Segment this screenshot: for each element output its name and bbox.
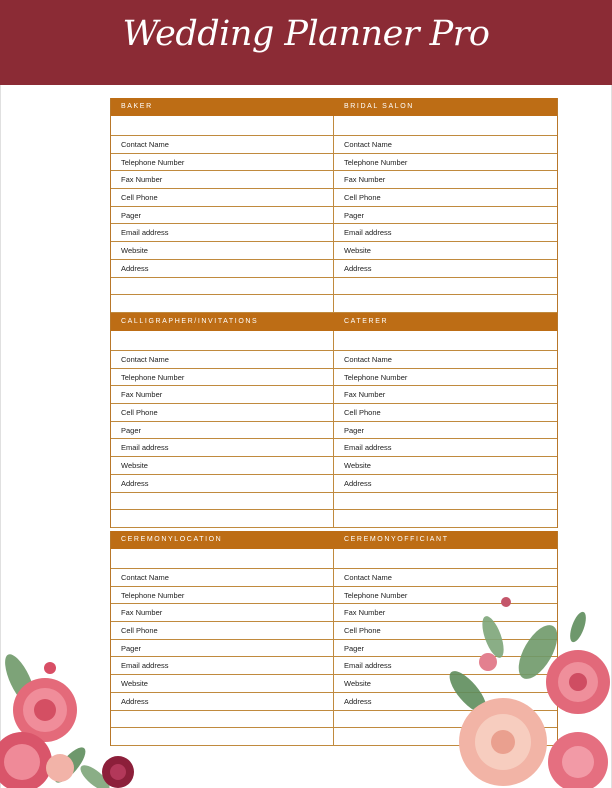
- field-label[interactable]: Cell Phone: [344, 625, 381, 635]
- field-row: [111, 260, 557, 278]
- field-label[interactable]: Telephone Number: [111, 587, 334, 604]
- field-row: [111, 386, 557, 404]
- name-field-right[interactable]: [334, 331, 557, 350]
- blank-row: [111, 549, 557, 569]
- field-label[interactable]: Address: [111, 260, 334, 277]
- section-title-right: CEREMONYOFFICIANT: [344, 536, 449, 543]
- field-label[interactable]: Contact Name: [344, 354, 392, 364]
- floral-decoration-right-icon: [428, 592, 612, 788]
- field-row: [111, 475, 557, 493]
- notes-field-right[interactable]: [334, 295, 557, 312]
- section-title-left: BAKER: [121, 103, 153, 110]
- field-row: [111, 351, 557, 369]
- floral-decoration-left-icon: [0, 640, 160, 788]
- field-label[interactable]: Pager: [111, 640, 334, 657]
- field-label[interactable]: Fax Number: [344, 175, 386, 185]
- field-label[interactable]: Telephone Number: [344, 590, 408, 600]
- field-label[interactable]: Address: [344, 696, 372, 706]
- name-field-right[interactable]: [334, 116, 557, 135]
- field-label[interactable]: Cell Phone: [344, 192, 381, 202]
- field-label[interactable]: Cell Phone: [111, 622, 334, 639]
- field-label[interactable]: Cell Phone: [111, 189, 334, 206]
- field-label[interactable]: Contact Name: [344, 139, 392, 149]
- field-label[interactable]: Email address: [111, 657, 334, 674]
- notes-field-right[interactable]: [334, 510, 557, 527]
- field-row: [111, 439, 557, 457]
- section-title-left: CEREMONYLOCATION: [121, 536, 223, 543]
- field-label[interactable]: Email address: [111, 439, 334, 456]
- field-label[interactable]: Address: [344, 478, 372, 488]
- field-label[interactable]: Address: [111, 693, 334, 710]
- field-label[interactable]: Fax Number: [344, 390, 386, 400]
- field-label[interactable]: Telephone Number: [344, 372, 408, 382]
- field-label[interactable]: Email address: [111, 224, 334, 241]
- header-banner: [0, 0, 612, 85]
- field-label[interactable]: Telephone Number: [111, 154, 334, 171]
- name-field-left[interactable]: [111, 549, 334, 568]
- field-label[interactable]: Fax Number: [111, 171, 334, 188]
- field-row: [111, 189, 557, 207]
- field-row: [111, 224, 557, 242]
- field-label[interactable]: Address: [344, 263, 372, 273]
- field-label[interactable]: Pager: [111, 422, 334, 439]
- section-title-right: BRIDAL SALON: [344, 103, 414, 110]
- field-row: [111, 242, 557, 260]
- field-label[interactable]: Pager: [344, 425, 365, 435]
- name-field-left[interactable]: [111, 116, 334, 135]
- field-row: [111, 369, 557, 387]
- field-label[interactable]: Website: [111, 675, 334, 692]
- field-label[interactable]: Contact Name: [111, 351, 334, 368]
- vendor-section-baker: [110, 98, 558, 313]
- field-label[interactable]: Address: [111, 475, 334, 492]
- field-label[interactable]: Telephone Number: [111, 369, 334, 386]
- blank-row: [111, 510, 557, 528]
- field-row: [111, 154, 557, 172]
- field-label[interactable]: Fax Number: [344, 608, 386, 618]
- notes-field-left[interactable]: [111, 295, 334, 312]
- notes-field-right[interactable]: [334, 493, 557, 510]
- field-label[interactable]: Fax Number: [111, 386, 334, 403]
- field-row: [111, 207, 557, 225]
- section-title-right: CATERER: [344, 318, 389, 325]
- field-label[interactable]: Pager: [111, 207, 334, 224]
- blank-row: [111, 331, 557, 351]
- blank-row: [111, 278, 557, 296]
- section-header: [111, 531, 557, 549]
- notes-field-right[interactable]: [334, 278, 557, 295]
- field-label[interactable]: Email address: [344, 228, 392, 238]
- field-label[interactable]: Contact Name: [111, 569, 334, 586]
- field-row: [111, 136, 557, 154]
- name-field-left[interactable]: [111, 331, 334, 350]
- field-label[interactable]: Fax Number: [111, 604, 334, 621]
- section-title-left: CALLIGRAPHER/INVITATIONS: [121, 318, 259, 325]
- field-label[interactable]: Cell Phone: [344, 407, 381, 417]
- field-label[interactable]: Contact Name: [344, 572, 392, 582]
- field-label[interactable]: Email address: [344, 443, 392, 453]
- field-label[interactable]: Contact Name: [111, 136, 334, 153]
- blank-row: [111, 295, 557, 313]
- field-row: [111, 404, 557, 422]
- field-label[interactable]: Website: [344, 460, 371, 470]
- notes-field-left[interactable]: [111, 493, 334, 510]
- field-label[interactable]: Cell Phone: [111, 404, 334, 421]
- field-label[interactable]: Website: [344, 245, 371, 255]
- field-label[interactable]: Pager: [344, 210, 365, 220]
- field-label[interactable]: Website: [344, 678, 371, 688]
- field-row: [111, 422, 557, 440]
- field-row: [111, 171, 557, 189]
- section-header: [111, 98, 557, 116]
- field-label[interactable]: Website: [111, 457, 334, 474]
- field-label[interactable]: Website: [111, 242, 334, 259]
- field-row: [111, 457, 557, 475]
- vendor-section-calligrapher: [110, 313, 558, 528]
- name-field-right[interactable]: [334, 549, 557, 568]
- notes-field-left[interactable]: [111, 278, 334, 295]
- blank-row: [111, 493, 557, 511]
- blank-row: [111, 116, 557, 136]
- field-label[interactable]: Email address: [344, 661, 392, 671]
- field-label[interactable]: Pager: [344, 643, 365, 653]
- field-label[interactable]: Telephone Number: [344, 157, 408, 167]
- page-title: Wedding Planner Pro: [122, 14, 490, 54]
- section-header: [111, 313, 557, 331]
- notes-field-left[interactable]: [111, 510, 334, 527]
- field-row: [111, 569, 557, 587]
